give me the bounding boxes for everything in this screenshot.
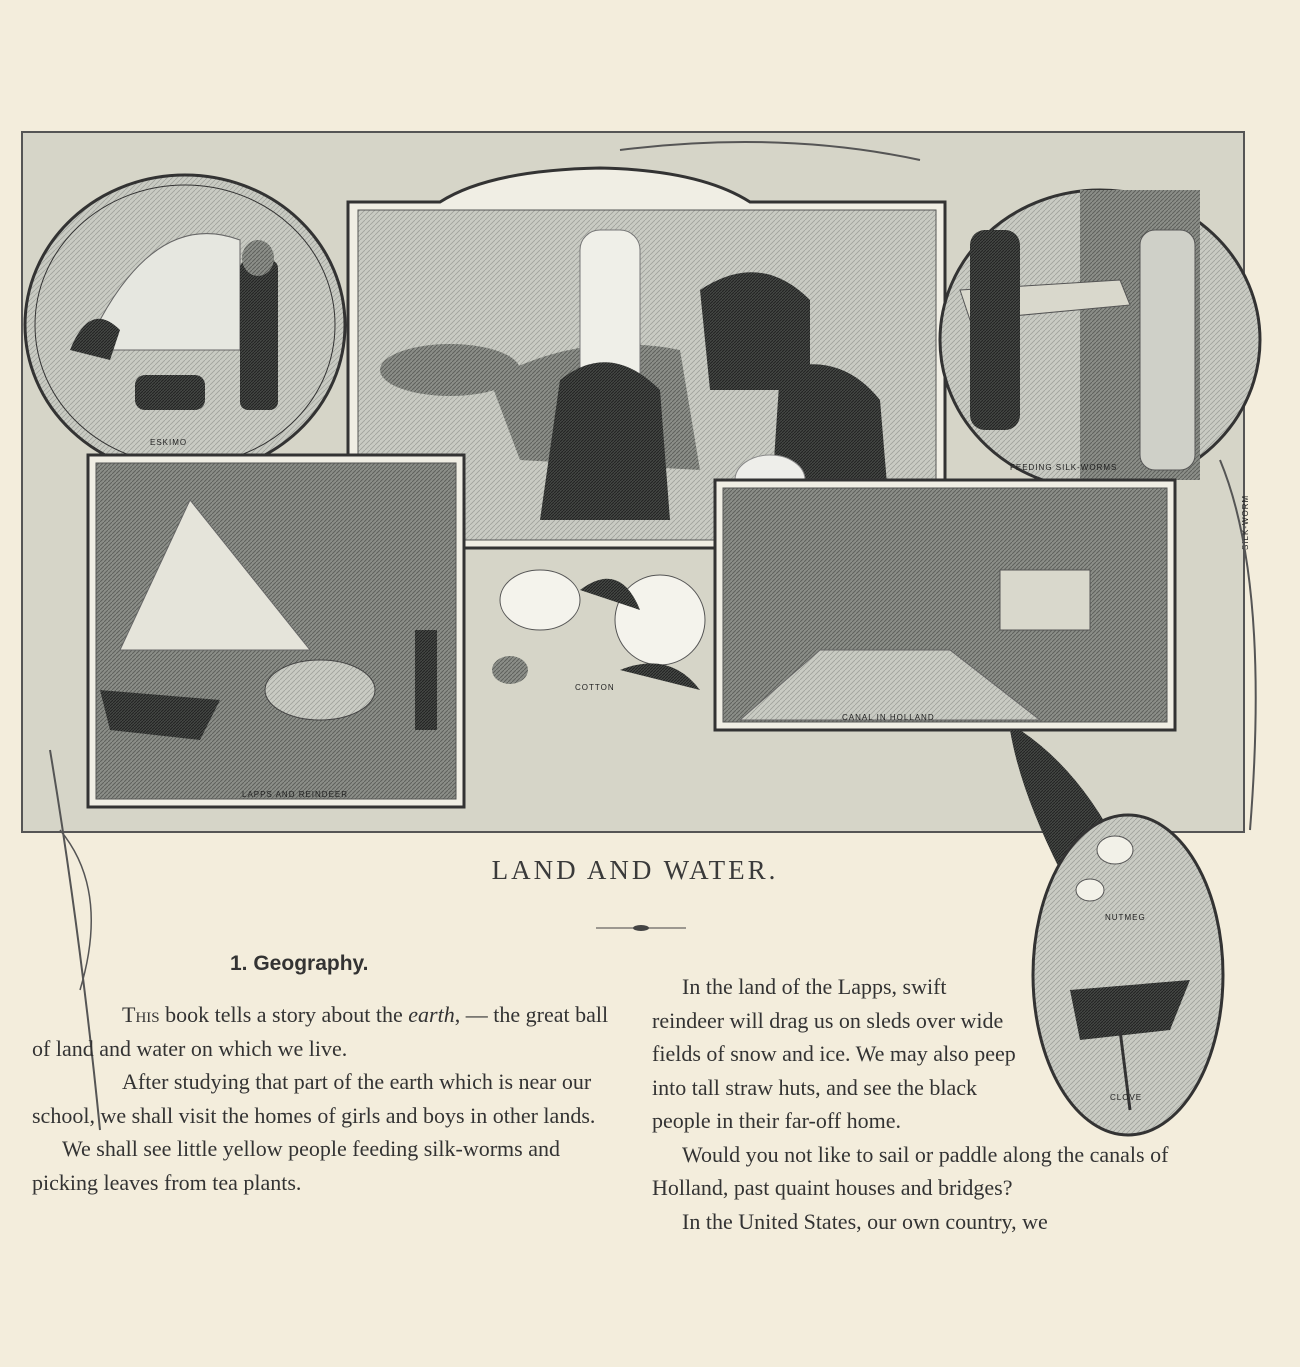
eskimo-vignette xyxy=(25,175,345,475)
caption-clove: CLOVE xyxy=(1110,1093,1143,1102)
right-paragraph-1: In the land of the Lapps, swift reindeer will drag us on sleds over wide fields of snow and ice. We may also peep into tall straw huts, and see the black people in their far-off home. xyxy=(652,974,1016,1133)
right-paragraph-2: Would you not like to sail or paddle along the canals of Holland, past quaint houses and bridges? xyxy=(652,1141,1169,1200)
section-heading: 1. Geography. xyxy=(230,952,369,975)
eskimo-figure xyxy=(240,260,278,410)
ornament-divider xyxy=(596,922,686,934)
dog xyxy=(135,375,205,410)
emphasis-earth: earth xyxy=(408,1002,455,1027)
right-paragraph-3: In the United States, our own country, we xyxy=(682,1208,1048,1234)
caption-nutmeg: NUTMEG xyxy=(1105,913,1146,922)
left-column xyxy=(32,998,624,1199)
left-paragraph-1: This book tells a story about the earth, — the great ball of land and water on which we live. xyxy=(32,1002,609,1061)
reindeer xyxy=(265,660,375,720)
caption-canal: CANAL IN HOLLAND xyxy=(842,713,935,722)
caption-lapps: LAPPS AND REINDEER xyxy=(242,790,349,799)
caption-silkworms: FEEDING SILK-WORMS xyxy=(1010,463,1118,472)
right-column xyxy=(652,970,1212,1238)
dropcap-word: This xyxy=(122,1002,160,1027)
caption-cotton: COTTON xyxy=(575,683,615,692)
silkworms-vignette xyxy=(940,190,1260,490)
caption-silkworm-side: SILK-WORM xyxy=(1241,494,1250,550)
chapter-title: LAND AND WATER. xyxy=(491,855,779,885)
lapps-vignette xyxy=(88,455,464,807)
left-paragraph-2: After studying that part of the earth which is near our school, we shall visit the homes of girls and boys in other lands. xyxy=(32,1069,596,1128)
left-paragraph-3: We shall see little yellow people feeding silk-worms and picking leaves from tea plants. xyxy=(32,1136,560,1195)
caption-eskimo: ESKIMO xyxy=(150,438,188,447)
